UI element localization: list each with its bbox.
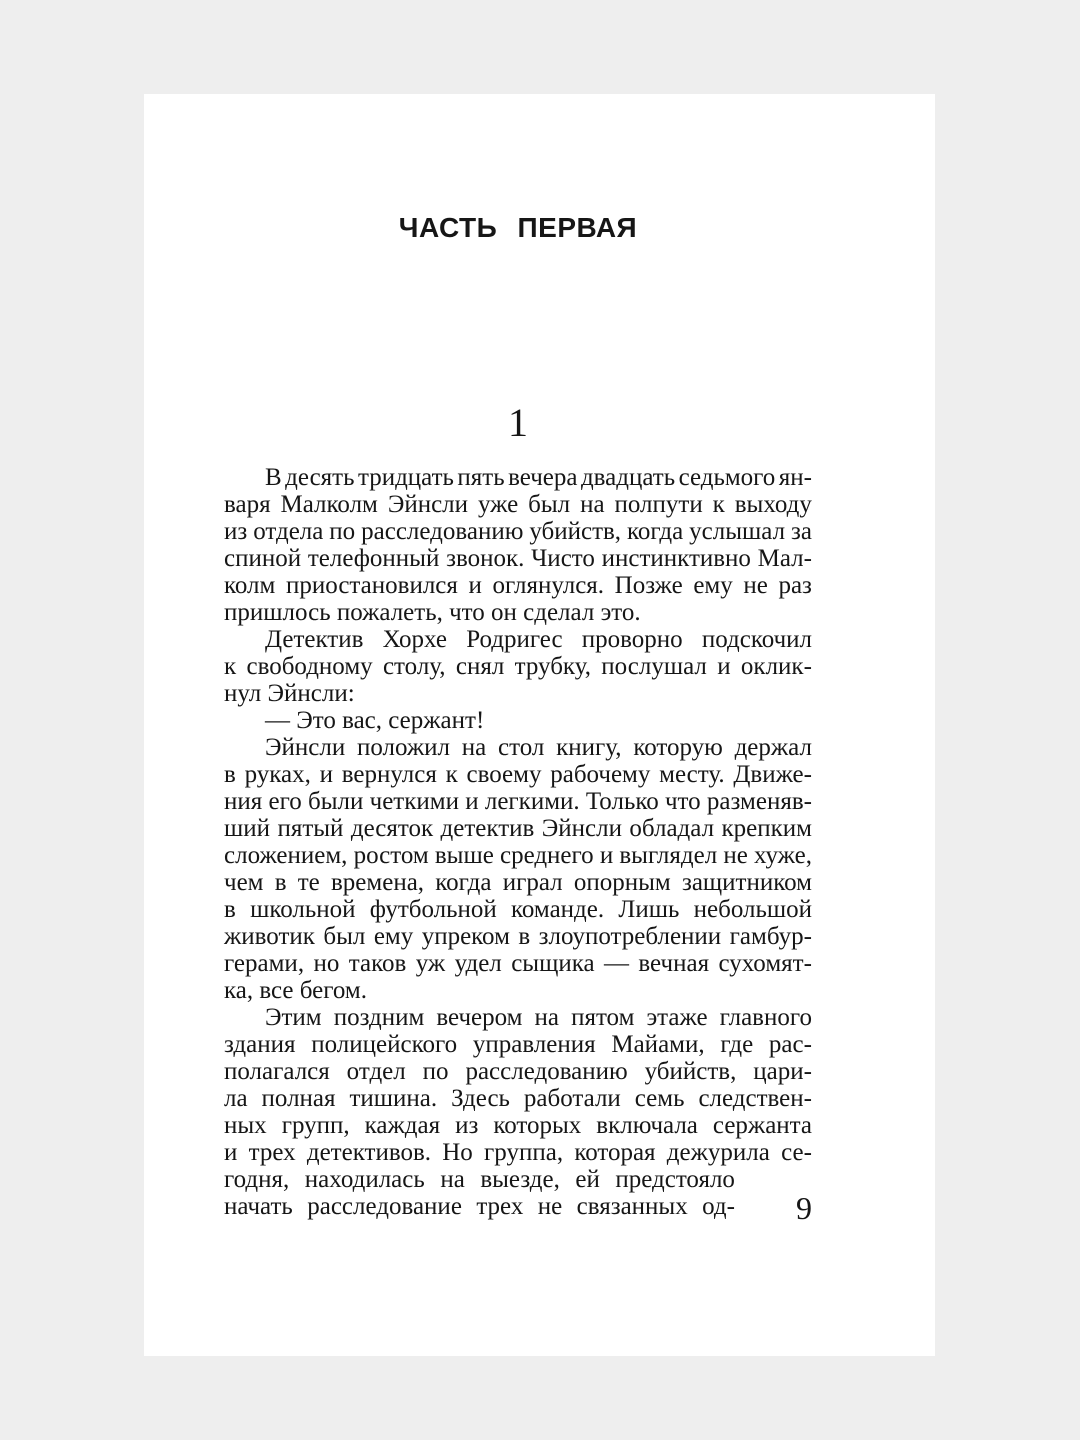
text-line: Детектив Хорхе Родригес проворно подскочил xyxy=(265,626,812,653)
text-line: ла полная тишина. Здесь работали семь следствен- xyxy=(224,1085,812,1112)
text-line: животик был ему упреком в злоупотреблении гамбур- xyxy=(224,923,812,950)
text-line: пришлось пожалеть, что он сделал это. xyxy=(224,599,641,626)
text-line: сложением, ростом выше среднего и выглядел не хуже, xyxy=(224,842,812,869)
text-line: нул Эйнсли: xyxy=(224,680,355,707)
text-line: здания полицейского управления Майами, где рас- xyxy=(224,1031,812,1058)
text-line: ных групп, каждая из которых включала сержанта xyxy=(224,1112,812,1139)
paragraph xyxy=(224,464,812,626)
part-title: ЧАСТЬ ПЕРВАЯ xyxy=(398,212,638,243)
text-line: ший пятый десяток детектив Эйнсли обладал крепким xyxy=(224,815,812,842)
text-line: спиной телефонный звонок. Чисто инстинктивно Мал- xyxy=(224,545,812,572)
paragraph xyxy=(224,626,812,707)
text-line: ния его были четкими и легкими. Только что разменяв- xyxy=(224,788,812,815)
text-line: ка, все бегом. xyxy=(224,977,367,1004)
body-text xyxy=(224,464,812,1220)
text-line: колм приостановился и оглянулся. Позже ему не раз xyxy=(224,572,812,599)
chapter-number: 1 xyxy=(508,400,528,445)
paragraph xyxy=(224,707,812,734)
text-line: чем в те времена, когда играл опорным защитником xyxy=(224,869,812,896)
text-line: — Это вас, сержант! xyxy=(265,707,485,734)
paragraph xyxy=(224,1004,812,1220)
text-line: в школьной футбольной команде. Лишь небольшой xyxy=(224,896,812,923)
text-line: и трех детективов. Но группа, которая дежурила се- xyxy=(224,1139,812,1166)
text-line: из отдела по расследованию убийств, когда услышал за xyxy=(224,518,812,545)
text-line: к свободному столу, снял трубку, послушал и оклик- xyxy=(224,653,812,680)
book-page xyxy=(144,94,935,1356)
text-line: Эйнсли положил на стол книгу, которую держал xyxy=(265,734,812,761)
text-line: начать расследование трех не связанных од- xyxy=(224,1193,735,1220)
page-number: 9 xyxy=(796,1190,812,1226)
text-line: полагался отдел по расследованию убийств, цари- xyxy=(224,1058,812,1085)
text-line: годня, находилась на выезде, ей предстояло xyxy=(224,1166,735,1193)
paragraph xyxy=(224,734,812,1004)
text-line: в руках, и вернулся к своему рабочему месту. Движе- xyxy=(224,761,812,788)
text-line: герами, но таков уж удел сыщика — вечная сухомят- xyxy=(224,950,812,977)
text-line: Этим поздним вечером на пятом этаже главного xyxy=(265,1004,812,1031)
text-line: варя Малколм Эйнсли уже был на полпути к выходу xyxy=(224,491,812,518)
text-line: В десять тридцать пять вечера двадцать седьмого ян- xyxy=(265,464,812,491)
